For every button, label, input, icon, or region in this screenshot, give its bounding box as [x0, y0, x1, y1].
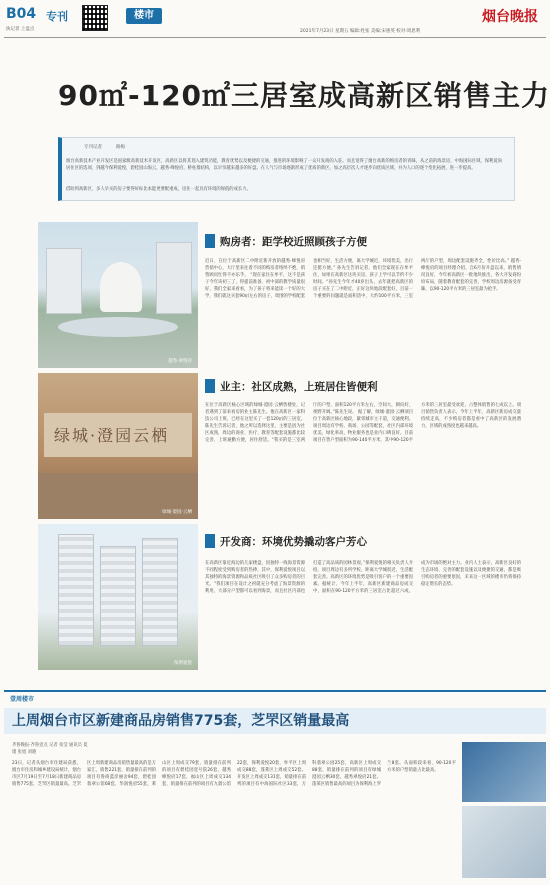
- weekly-body: [12, 760, 456, 878]
- photo-yuexiu: [38, 222, 198, 368]
- byline-name: 路梅: [116, 145, 125, 150]
- byline-label: 专刊记者: [84, 145, 102, 150]
- header-rule: [4, 37, 546, 38]
- article-body-2: [205, 402, 521, 522]
- section-divider: [4, 690, 546, 692]
- article-body-3-text: 在高新区靠近海边的几家楼盘，因独特一线海景资源不同程度受到购房者的热捧，其中，保利爱悦项目以其独特的海景资源和品质社区吸引了众多购房者的目光。“我们项目在设计之初就充分考虑了海景资源的利用，大部分户型都可以看到海景，而且社区内部也打造了高品质的园林景观。”保利爱悦的相关负责人介绍，项目周边有多所学校，距离大学城很近，生活配套完善。高新区的环境优势是吸引客户的一个重要因素。据统计，今年上半年，高新区新建商品房成交中，面积在90-120平方米的三居室占比超过六成，成为市场的绝对主力。业内人士表示，高新区良好的生态环境、完善的配套设施以及便捷的交通，都是吸引购房者的重要原因，未来这一区域的楼市仍将保持稳定增长的态势。: [205, 561, 521, 594]
- qr-code-icon: [82, 5, 108, 31]
- lead-paragraph-2: 借助到高新区，多人早买的房子要得好标比本能更要配重成，房住一起具有环境的保值的成长力。: [66, 187, 251, 192]
- weekly-body-text: 23日，记者从烟台市住建局获悉，烟台市住房和城乡建设局统计，烟台市区7月19日至7月18日新建商品房销售775套，芝罘区销量最高。芝罘区上周新建商品房销售量最高的是万家汇，销售221套，销量排在前列的项目有鲁商蓝岸丽舍94套，碧桂园翡翠公馆68套，华润悦府55套，莱山区上周成交79套，销量排在前列的项目有碧桂园壹号院26套，越秀峰悦府17套，福山区上周成交134套，销量排在前列的项目有九鼎公馆22套，保利爱悦20套，牟平区上周成交88套，蓬莱区上周成交52套。开发区上周成交131套，销量排在前列的项目有中海国际社区33套，万科翡翠公园25套，高新区上周成交88套，销量排在前列的项目有绿城澄园云栖30套，越秀翠悦府21套。蓬莱区销售最高的项目为保利海上罗兰8套。从面积段来看，90-120平方米的户型销量占比最高。: [12, 761, 456, 787]
- section-tab-label: 楼市: [134, 10, 154, 21]
- column-tag: 壹周楼市: [10, 696, 35, 703]
- date-line: 2021年7月23日 星期五 编辑:姓张 美编:宋惠英 校对:周恩利: [300, 29, 421, 34]
- editor-line: 执记者 上盘点: [6, 27, 35, 32]
- subhead-marker: [205, 379, 215, 393]
- sculpture-shape: [100, 262, 142, 312]
- article-body-3: [205, 560, 521, 678]
- building-shape: [156, 242, 192, 314]
- headline-weekly: 上周烟台市区新建商品房销售775套，芝罘区销量最高: [12, 713, 350, 729]
- ad-image-2: [462, 806, 546, 878]
- pool-shape: [58, 317, 178, 337]
- photo-caption: 绿城·澄园·云栖: [162, 510, 192, 515]
- lead-paragraph: 烟台高新技术产业开发区是国家级高新技术开发区，高新区以将其划入建筑功能，教育优势以及便捷的交通，推进的环境影响了一众开发商的入驻。而且宽得了烟台高新的购房者的青睐，从之前的海景房，中海国际区域，保利爱尚居住区的选项，到越今保利爱悦，碧桂园山海云，越秀·峰悦府，桥柱墙结构，以早享越来越多的好盘。在人气与市场逐渐形成了优质的新区，加之高层次人才逐步向优质区域，并为人口的逐个变化拓展，进一步提高。: [66, 159, 502, 171]
- subhead-marker: [205, 234, 215, 248]
- building-shape: [142, 538, 178, 646]
- ad-image: [462, 742, 546, 802]
- building-shape: [46, 248, 82, 314]
- page-type: 专刊: [46, 10, 68, 23]
- article-body-1: [205, 258, 521, 380]
- subhead-owners: 业主：社区成熟，上班居住皆便利: [220, 381, 378, 393]
- paper-logo: 烟台晚报: [482, 9, 538, 25]
- header-bar: [0, 0, 550, 40]
- weekly-byline: 齐鲁晚报·齐鲁壹点 记者 张莹 通讯员 夏瑾 张旭 刘晓: [12, 743, 88, 755]
- article-body-1-text: 近日，在位于高新区二中附近新开放的越秀·峰悦府营销中心，大厅里来往着不同的购房者络绎不绝，销售顾问忙得不亦乐乎。 “现在家住在牟平，这不是孩子今年该初三了，得提前准备，初中部的教学质量很好，我们全家来看看，为了孩子将来能读一个好的大学，我们就这买套90㎡左右的房子，周围的学校配套也相当好，生活方便，离大学城近，环境优美，出行还挺方便。” 孙先生告诉记者，他们全家现在在牟平住，如果在高新区这块买房，孩子上学可以节约不少时间。“孙先生今年才40岁出头，去年就把高新区的房子买在了二中附近，正好这块地段配套好，目前一个重要的问题就是面积适中，大约100平方米，三室两厅的户型，周边配套设施齐全，性价比高。” 越秀·峰悦府的项目经理介绍，自6月份开盘以来，销售情况良好，今年初高新区一批地块推出，各大开发商纷纷布局，随着教育配套的完善，学校周边房源备受青睐，以90-120平方米的三居室最为抢手。: [205, 259, 521, 299]
- building-shape: [100, 546, 136, 646]
- photo-caption: 越秀·翠悦府: [168, 359, 192, 364]
- wall-sign: 绿城·澄园云栖: [54, 426, 170, 445]
- photo-lvcheng: [38, 373, 198, 519]
- section-tab: [126, 8, 162, 24]
- page-number: B04: [6, 6, 37, 22]
- subhead-marker: [205, 534, 215, 548]
- subhead-buyers: 购房者：距学校近照顾孩子方便: [220, 236, 367, 248]
- subhead-developers: 开发商：环境优势撬动客户芳心: [220, 536, 367, 548]
- photo-baoli: [38, 524, 198, 670]
- headline-main: 90㎡-120㎡三居室成高新区销售主力: [58, 79, 550, 112]
- building-shape: [58, 534, 94, 646]
- article-body-2-text: 在位于高新区核心区域的绿城·澄园·云栖售楼处，记者遇到了前来看房的业主陈先生。他在高新区一家科技公司上班，已经在这里买了一套120㎡的三居室。陈先生告诉记者，他之所以选择这里，主要是因为社区成熟，周边的商业、医疗、教育等配套设施都比较完善，上班通勤方便，居住舒适。“我买的是三室两厅的户型，面积120平方米左右，空间大，朝向好，视野开阔。”陈先生说。 据了解，绿城·澄园·云栖项目位于高新区核心地段，紧邻城市主干道，交通便利。项目周边有学校、商场、公园等配套，社区内部环境优美，绿化率高，物业服务也是业内口碑良好。目前项目在售户型面积为90-140平方米，其中90-120平方米的三居室最受欢迎，占整体销售的七成以上。项目销售负责人表示，今年上半年，高新区新房成交量持续走高，不少购房者都是看中了高新区的发展潜力，区域的成熟度也越来越高。: [205, 403, 521, 443]
- photo-caption: 保利爱悦: [174, 661, 192, 666]
